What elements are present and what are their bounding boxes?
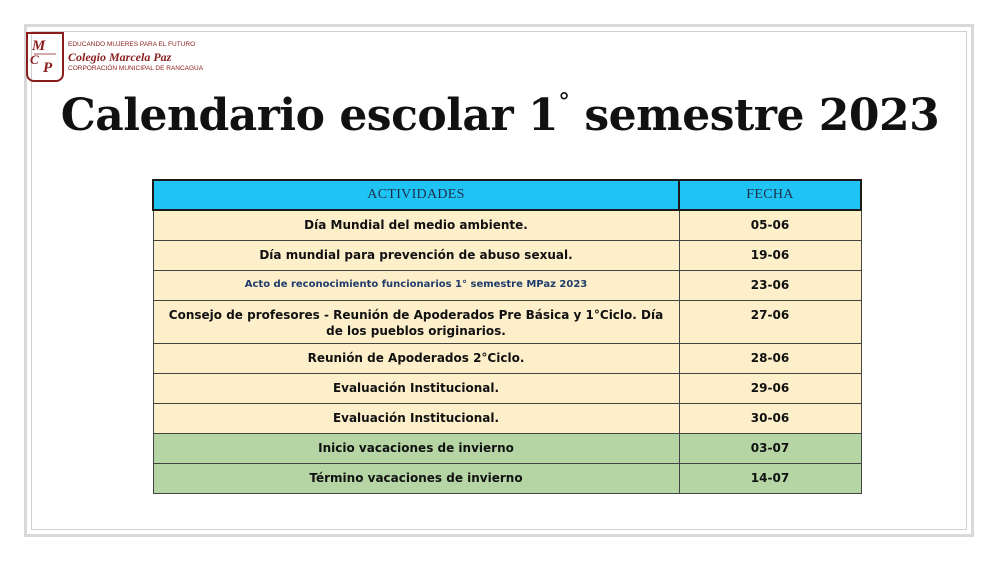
date-cell: 23-06 <box>679 270 861 300</box>
logo-corporation: CORPORACIÓN MUNICIPAL DE RANCAGUA <box>68 65 204 72</box>
table-row <box>153 210 861 240</box>
svg-text:M: M <box>32 38 46 54</box>
activity-cell: Consejo de profesores - Reunión de Apoderados Pre Básica y 1°Ciclo. Día de los pueblos originarios. <box>153 300 679 343</box>
page-title <box>0 88 1000 141</box>
date-cell: 19-06 <box>679 240 861 270</box>
date-cell: 28-06 <box>679 343 861 373</box>
activity-cell: Inicio vacaciones de invierno <box>153 433 679 463</box>
table-row <box>153 463 861 493</box>
date-cell: 30-06 <box>679 403 861 433</box>
date-cell: 03-07 <box>679 433 861 463</box>
svg-text:C: C <box>30 52 39 67</box>
table-row <box>153 343 861 373</box>
activity-cell: Término vacaciones de invierno <box>153 463 679 493</box>
activity-cell: Día mundial para prevención de abuso sexual. <box>153 240 679 270</box>
table-header-row <box>153 180 861 210</box>
table-row <box>153 433 861 463</box>
table-row <box>153 373 861 403</box>
date-cell: 05-06 <box>679 210 861 240</box>
school-logo <box>26 31 203 83</box>
table-row <box>153 300 861 343</box>
title-part-1: Calendario escolar 1 <box>60 90 559 141</box>
title-degree: ° <box>558 88 570 116</box>
header-fecha: FECHA <box>679 180 861 210</box>
table-row <box>153 403 861 433</box>
date-cell: 14-07 <box>679 463 861 493</box>
activity-cell: Reunión de Apoderados 2°Ciclo. <box>153 343 679 373</box>
svg-text:P: P <box>43 60 53 76</box>
title-part-2: semestre 2023 <box>569 90 940 141</box>
activity-cell: Evaluación Institucional. <box>153 403 679 433</box>
header-actividades: ACTIVIDADES <box>153 180 679 210</box>
calendar-table <box>152 179 862 494</box>
date-cell: 27-06 <box>679 300 861 343</box>
activity-cell: Día Mundial del medio ambiente. <box>153 210 679 240</box>
table-row <box>153 270 861 300</box>
logo-motto: EDUCANDO MUJERES PARA EL FUTURO <box>68 40 196 48</box>
monogram-icon <box>26 32 64 82</box>
activity-cell: Evaluación Institucional. <box>153 373 679 403</box>
activity-cell: Acto de reconocimiento funcionarios 1° semestre MPaz 2023 <box>153 270 679 300</box>
logo-school-name: Colegio Marcela Paz <box>68 50 172 64</box>
table-row <box>153 240 861 270</box>
date-cell: 29-06 <box>679 373 861 403</box>
